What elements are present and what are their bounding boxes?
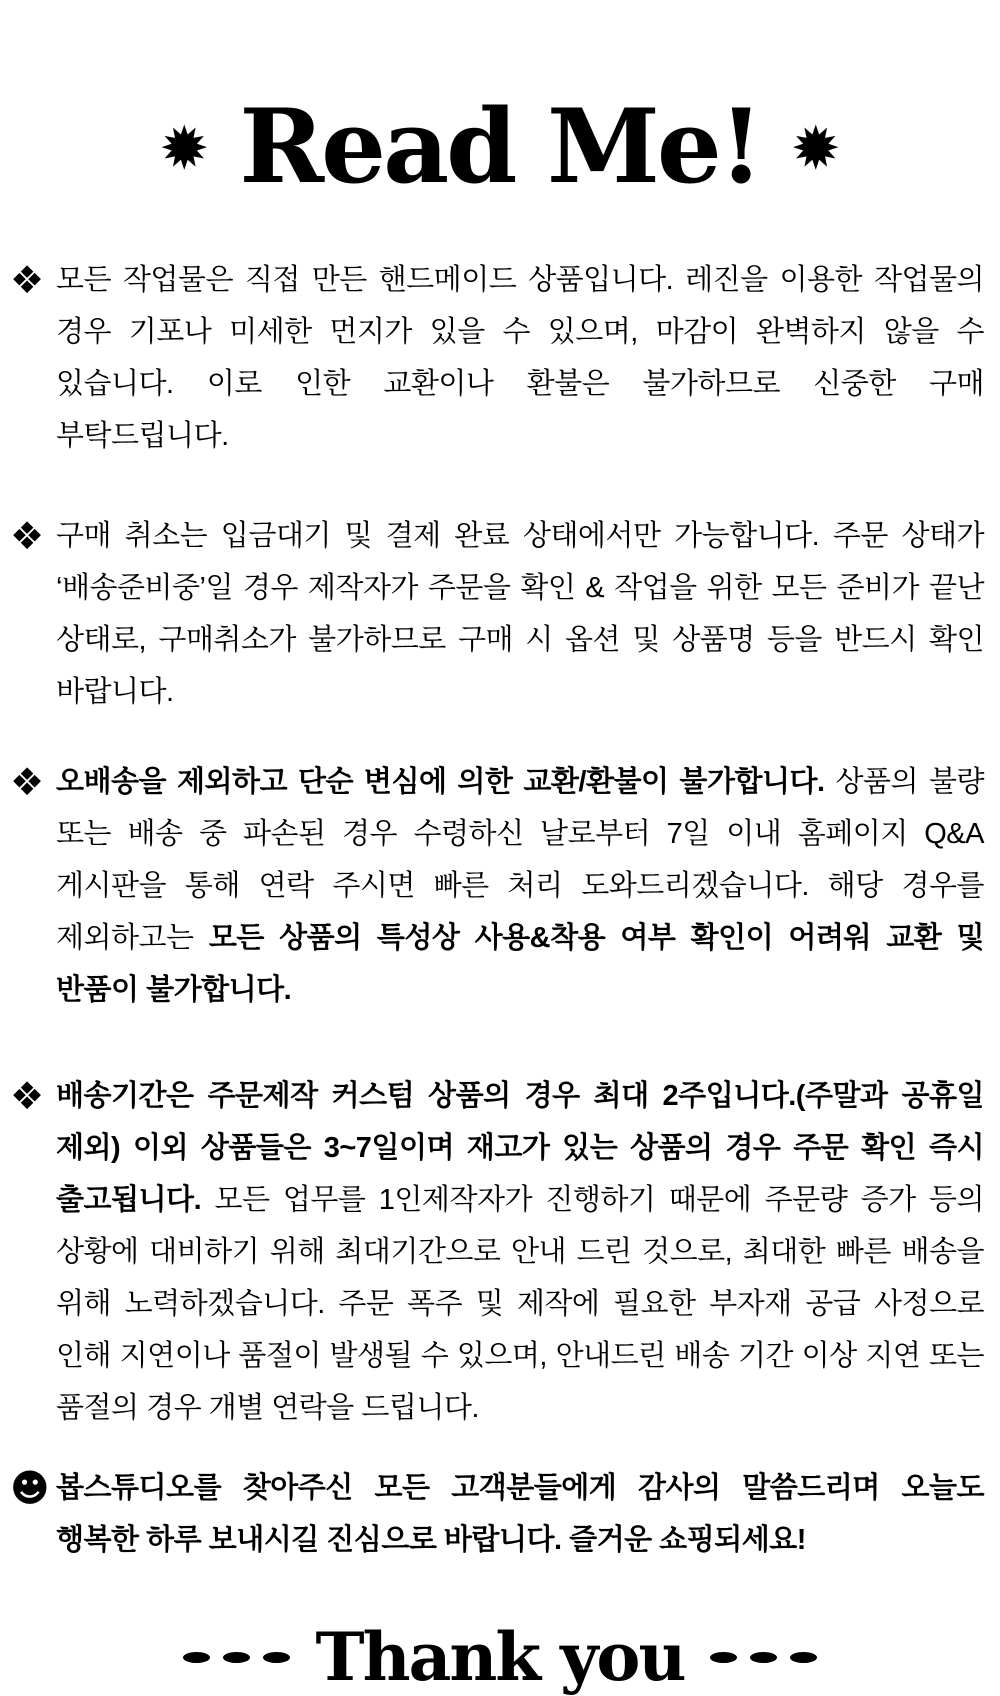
notice-item [10,1462,984,1566]
four-diamond-icon: ❖ [10,258,45,302]
notice-item [10,510,984,718]
dash-icon [790,1652,817,1663]
page-title: Read Me! [239,87,761,207]
notice-text [56,1070,984,1434]
notice-segment: 모든 작업물은 직접 만든 핸드메이드 상품입니다. 레진을 이용한 작업물의 경우 기포나 미세한 먼지가 있을 수 있으며, 마감이 완벽하지 않을 수 있습니다. 이로 인한 교환이나 환불은 불가하므로 신중한 구매 부탁드립니다. [56,264,984,452]
starburst-icon: ✹ [790,114,841,184]
notice-text [56,1462,984,1566]
notice-text [56,254,984,462]
notice-text [56,510,984,718]
four-diamond-icon: ❖ [10,514,45,558]
title-row [0,0,1000,210]
dash-icon [750,1652,777,1663]
notice-item [10,1070,984,1434]
notice-segment: 구매 취소는 입금대기 및 결제 완료 상태에서만 가능합니다. 주문 상태가 ‘배송준비중’일 경우 제작자가 주문을 확인 & 작업을 위한 모든 준비가 끝난 상태로, 구매취소가 불가하므로 구매 시 옵션 및 상품명 등을 반드시 확인 바랍니다. [56,520,984,708]
four-diamond-icon: ❖ [10,760,45,804]
dash-icon [223,1652,250,1663]
footer-title: Thank you [315,1618,685,1696]
dash-group-right [710,1652,817,1663]
smiley-icon: ☻ [10,1466,50,1510]
notice-item [10,756,984,1016]
footer-row [0,1618,1000,1696]
notices [0,254,1000,1566]
notice-segment: 모든 상품의 특성상 사용&착용 여부 확인이 어려워 교환 및 반품이 불가합니다. [56,922,984,1006]
dash-icon [710,1652,737,1663]
notice-item [10,254,984,462]
notice-segment: 오배송을 제외하고 단순 변심에 의한 교환/환불이 불가합니다. [56,766,825,798]
starburst-icon: ✹ [159,114,210,184]
notice-segment: 봅스튜디오를 찾아주신 모든 고객분들에게 감사의 말씀드리며 오늘도 행복한 하루 보내시길 진심으로 바랍니다. 즐거운 쇼핑되세요! [56,1472,984,1556]
dash-icon [183,1652,210,1663]
dash-icon [263,1652,290,1663]
notice-segment: 상품의 불량 또는 배송 중 파손된 경우 수령하신 날로부터 7일 이내 홈페이지 Q&A 게시판을 통해 연락 주시면 빠른 처리 도와드리겠습니다. 해당 경우를 제외하고는 [56,766,984,954]
notice-text [56,756,984,1016]
notice-segment: 배송기간은 주문제작 커스텀 상품의 경우 최대 2주입니다.(주말과 공휴일 제외) 이외 상품들은 3~7일이며 재고가 있는 상품의 경우 주문 확인 즉시 출고됩니다. [56,1080,984,1216]
dash-group-left [183,1652,290,1663]
four-diamond-icon: ❖ [10,1074,45,1118]
notice-segment: 모든 업무를 1인제작자가 진행하기 때문에 주문량 증가 등의 상황에 대비하기 위해 최대기간으로 안내 드린 것으로, 최대한 빠른 배송을 위해 노력하겠습니다. 주문 폭주 및 제작에 필요한 부자재 공급 사정으로 인해 지연이나 품절이 발생될 수 있으며, 안내드린 배송 기간 이상 지연 또는 품절의 경우 개별 연락을 드립니다. [56,1184,984,1424]
